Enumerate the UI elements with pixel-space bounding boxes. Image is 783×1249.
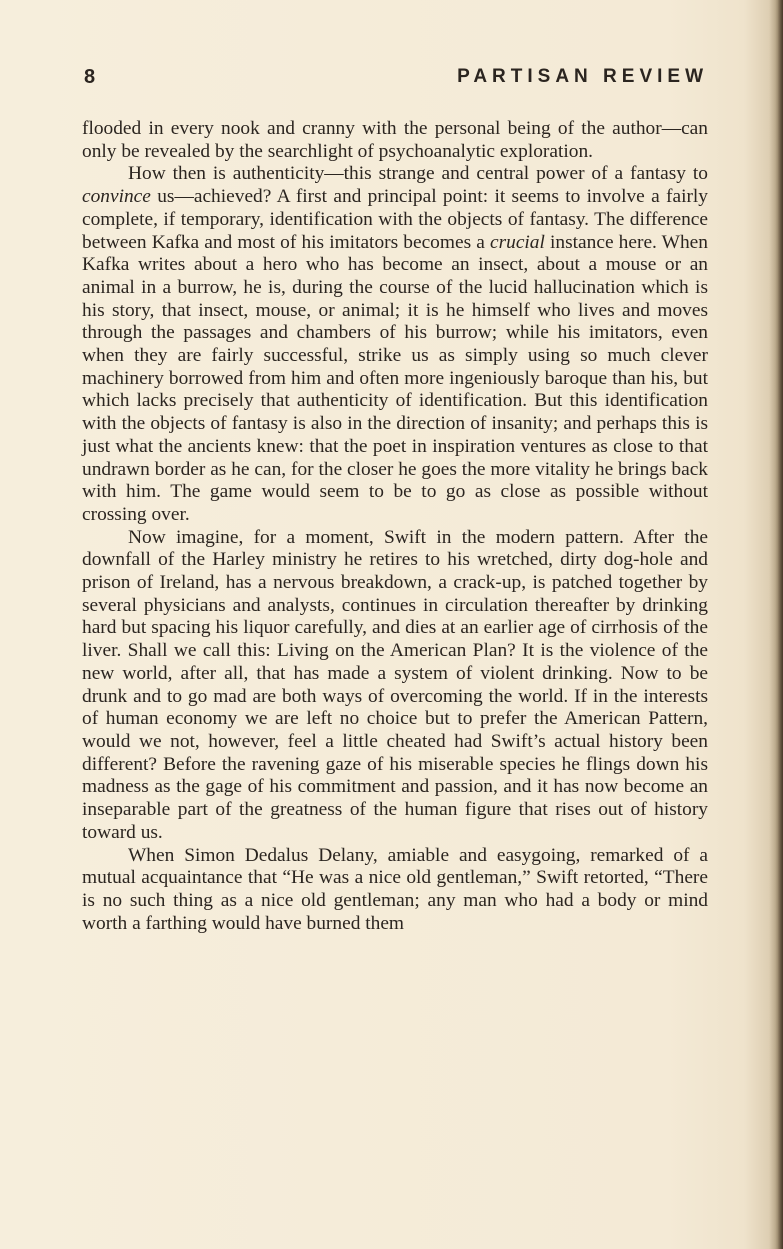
paragraph-2-part-c: instance here. When Kafka writes about a hero who has become an insect, about a mouse or an animal in a burrow, he is, during the course of the lucid hallucination which is his story, that insect, mouse, or animal; it is he himself who lives and moves through the passages and chambers of his burrow; while his imitators, even when they are fairly successful, strike us as simply using so much clever machinery borrowed from him and often more ingeniously baroque than his, but which lacks precisely that authenticity of identification. But this identification with the objects of fantasy is also in the direction of insanity; and perhaps this is just what the ancients knew: that the poet in inspiration ventures as close to that undrawn border as he can, for the closer he goes the more vitality he brings back with him. The game would seem to be to go as close as possible without crossing over. — [82, 231, 708, 525]
paragraph-1: flooded in every nook and cranny with the personal being of the author—can only be revealed by the searchlight of psychoanalytic exploration. — [82, 118, 708, 162]
emphasis-convince: convince — [82, 186, 151, 208]
page-edge-shadow — [769, 0, 783, 1249]
body-text — [82, 118, 708, 935]
paragraph-2-part-a: How then is authenticity—this strange and central power of a fantasy to — [128, 163, 708, 185]
paragraph-2 — [82, 163, 708, 526]
paragraph-3: Now imagine, for a moment, Swift in the modern pattern. After the downfall of the Harley ministry he retires to his wretched, dirty dog-hole and prison of Ireland, has a nervous breakdown, a crack-up, is patched together by several physicians and analysts, continues in circulation thereafter by drinking hard but spacing his liquor carefully, and dies at an earlier age of cirrhosis of the liver. Shall we call this: Living on the American Plan? It is the violence of the new world, after all, that has made a system of violent drinking. Now to be drunk and to go mad are both ways of overcoming the world. If in the interests of human economy we are left no choice but to prefer the American Pattern, would we not, however, feel a little cheated had Swift’s actual history been different? Before the ravening gaze of his miserable species he flings down his madness as the gage of his commitment and passion, and it has now become an inseparable part of the greatness of the human figure that rises out of history toward us. — [82, 526, 708, 843]
running-head — [84, 66, 708, 96]
page-number: 8 — [84, 66, 96, 88]
emphasis-crucial: crucial — [489, 231, 545, 253]
paragraph-2-part-b: us—achieved? A first and principal point: it seems to involve a fairly complete, if temporary, identification with the objects of fantasy. The difference between Kafka and most of his imitators becomes a — [82, 186, 708, 253]
journal-title: PARTISAN REVIEW — [457, 66, 708, 87]
paragraph-4: When Simon Dedalus Delany, amiable and easygoing, remarked of a mutual acquaintance that “He was a nice old gentleman,” Swift retorted, “There is no such thing as a nice old gentleman; any man who had a body or mind worth a farthing would have burned them — [82, 844, 708, 934]
